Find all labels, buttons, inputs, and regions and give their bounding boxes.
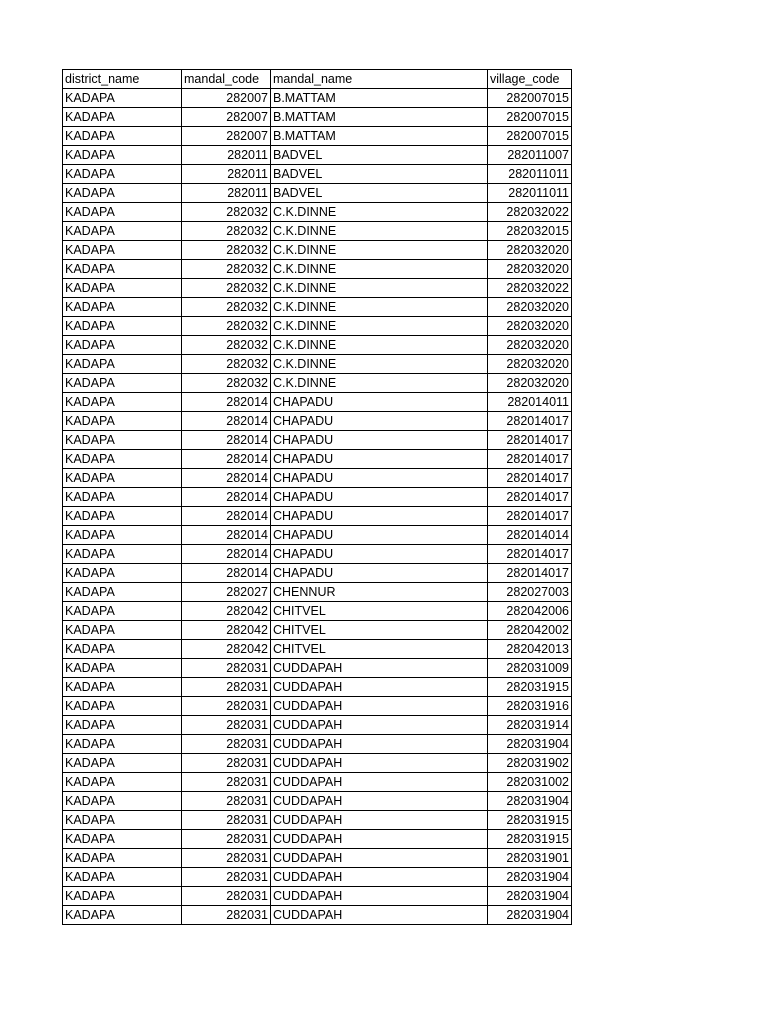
mandal-name-cell[interactable]: CUDDAPAH xyxy=(271,716,488,735)
table-row xyxy=(63,754,572,773)
mandal-name-cell[interactable]: CHAPADU xyxy=(271,393,488,412)
header-cell-mandal-name[interactable]: mandal_name xyxy=(271,70,488,89)
mandal-code-cell[interactable]: 282042 xyxy=(182,602,271,621)
mandal-code-cell[interactable]: 282031 xyxy=(182,735,271,754)
district-name-cell[interactable]: KADAPA xyxy=(63,222,182,241)
mandal-name-cell[interactable]: C.K.DINNE xyxy=(271,317,488,336)
table-row xyxy=(63,507,572,526)
table-row xyxy=(63,735,572,754)
village-code-cell[interactable]: 282014017 xyxy=(488,431,572,450)
table-row xyxy=(63,374,572,393)
mandal-code-cell[interactable]: 282027 xyxy=(182,583,271,602)
mandal-name-cell[interactable]: CHAPADU xyxy=(271,450,488,469)
mandal-name-cell[interactable]: CUDDAPAH xyxy=(271,773,488,792)
mandal-code-cell[interactable]: 282031 xyxy=(182,678,271,697)
district-name-cell[interactable]: KADAPA xyxy=(63,621,182,640)
mandal-code-cell[interactable]: 282031 xyxy=(182,887,271,906)
village-code-cell[interactable]: 282031904 xyxy=(488,868,572,887)
mandal-name-cell[interactable]: CHAPADU xyxy=(271,488,488,507)
mandal-code-cell[interactable]: 282032 xyxy=(182,279,271,298)
table-row xyxy=(63,678,572,697)
mandal-name-cell[interactable]: B.MATTAM xyxy=(271,127,488,146)
mandal-name-cell[interactable]: CHITVEL xyxy=(271,602,488,621)
table-row xyxy=(63,659,572,678)
mandal-name-cell[interactable]: C.K.DINNE xyxy=(271,260,488,279)
village-code-cell[interactable]: 282014017 xyxy=(488,450,572,469)
district-name-cell[interactable]: KADAPA xyxy=(63,640,182,659)
mandal-name-cell[interactable]: C.K.DINNE xyxy=(271,203,488,222)
district-name-cell[interactable]: KADAPA xyxy=(63,165,182,184)
village-code-cell[interactable]: 282014017 xyxy=(488,488,572,507)
district-name-cell[interactable]: KADAPA xyxy=(63,241,182,260)
spreadsheet-sheet xyxy=(62,69,572,925)
mandal-code-cell[interactable]: 282032 xyxy=(182,222,271,241)
table-row xyxy=(63,317,572,336)
village-code-cell[interactable]: 282031902 xyxy=(488,754,572,773)
district-name-cell[interactable]: KADAPA xyxy=(63,811,182,830)
village-code-cell[interactable]: 282032015 xyxy=(488,222,572,241)
table-row xyxy=(63,488,572,507)
district-name-cell[interactable]: KADAPA xyxy=(63,146,182,165)
village-code-cell[interactable]: 282014017 xyxy=(488,545,572,564)
mandal-name-cell[interactable]: CUDDAPAH xyxy=(271,659,488,678)
table-row xyxy=(63,108,572,127)
mandal-name-cell[interactable]: CHAPADU xyxy=(271,431,488,450)
village-code-cell[interactable]: 282031916 xyxy=(488,697,572,716)
mandal-code-cell[interactable]: 282031 xyxy=(182,792,271,811)
district-name-cell[interactable]: KADAPA xyxy=(63,393,182,412)
table-row xyxy=(63,811,572,830)
district-name-cell[interactable]: KADAPA xyxy=(63,412,182,431)
district-name-cell[interactable]: KADAPA xyxy=(63,868,182,887)
village-code-cell[interactable]: 282014017 xyxy=(488,469,572,488)
table-row xyxy=(63,222,572,241)
mandal-code-cell[interactable]: 282042 xyxy=(182,621,271,640)
village-code-cell[interactable]: 282031904 xyxy=(488,887,572,906)
mandal-name-cell[interactable]: C.K.DINNE xyxy=(271,298,488,317)
village-code-cell[interactable]: 282011011 xyxy=(488,165,572,184)
village-code-cell[interactable]: 282011007 xyxy=(488,146,572,165)
table-row xyxy=(63,146,572,165)
mandal-code-cell[interactable]: 282031 xyxy=(182,906,271,925)
mandal-code-cell[interactable]: 282031 xyxy=(182,697,271,716)
district-name-cell[interactable]: KADAPA xyxy=(63,374,182,393)
mandal-name-cell[interactable]: CUDDAPAH xyxy=(271,906,488,925)
village-code-cell[interactable]: 282032020 xyxy=(488,355,572,374)
table-row xyxy=(63,127,572,146)
district-name-cell[interactable]: KADAPA xyxy=(63,184,182,203)
mandal-name-cell[interactable]: CHAPADU xyxy=(271,545,488,564)
district-name-cell[interactable]: KADAPA xyxy=(63,906,182,925)
mandal-code-cell[interactable]: 282032 xyxy=(182,317,271,336)
mandal-name-cell[interactable]: C.K.DINNE xyxy=(271,222,488,241)
village-code-cell[interactable]: 282032022 xyxy=(488,279,572,298)
mandal-name-cell[interactable]: BADVEL xyxy=(271,184,488,203)
mandal-name-cell[interactable]: C.K.DINNE xyxy=(271,241,488,260)
village-code-cell[interactable]: 282032020 xyxy=(488,374,572,393)
mandal-code-cell[interactable]: 282014 xyxy=(182,469,271,488)
district-name-cell[interactable]: KADAPA xyxy=(63,887,182,906)
mandal-name-cell[interactable]: CUDDAPAH xyxy=(271,887,488,906)
district-name-cell[interactable]: KADAPA xyxy=(63,203,182,222)
village-code-cell[interactable]: 282007015 xyxy=(488,89,572,108)
mandal-name-cell[interactable]: BADVEL xyxy=(271,146,488,165)
village-code-cell[interactable]: 282007015 xyxy=(488,108,572,127)
mandal-name-cell[interactable]: CHENNUR xyxy=(271,583,488,602)
mandal-code-cell[interactable]: 282032 xyxy=(182,241,271,260)
mandal-code-cell[interactable]: 282014 xyxy=(182,564,271,583)
header-cell-district-name[interactable]: district_name xyxy=(63,70,182,89)
village-code-cell[interactable]: 282027003 xyxy=(488,583,572,602)
table-row xyxy=(63,849,572,868)
district-name-cell[interactable]: KADAPA xyxy=(63,469,182,488)
table-row xyxy=(63,621,572,640)
mandal-code-cell[interactable]: 282007 xyxy=(182,108,271,127)
village-code-cell[interactable]: 282032020 xyxy=(488,260,572,279)
mandal-code-cell[interactable]: 282031 xyxy=(182,868,271,887)
mandal-code-cell[interactable]: 282032 xyxy=(182,260,271,279)
table-row xyxy=(63,697,572,716)
district-name-cell[interactable]: KADAPA xyxy=(63,355,182,374)
header-row xyxy=(63,70,572,89)
table-row xyxy=(63,184,572,203)
mandal-name-cell[interactable]: CUDDAPAH xyxy=(271,754,488,773)
table-row xyxy=(63,412,572,431)
mandal-name-cell[interactable]: C.K.DINNE xyxy=(271,336,488,355)
mandal-code-cell[interactable]: 282014 xyxy=(182,545,271,564)
mandal-name-cell[interactable]: CHAPADU xyxy=(271,564,488,583)
mandal-code-cell[interactable]: 282014 xyxy=(182,488,271,507)
village-code-cell[interactable]: 282031901 xyxy=(488,849,572,868)
table-row xyxy=(63,716,572,735)
table-row xyxy=(63,526,572,545)
mandal-code-cell[interactable]: 282011 xyxy=(182,165,271,184)
village-code-cell[interactable]: 282042013 xyxy=(488,640,572,659)
mandal-name-cell[interactable]: CHAPADU xyxy=(271,469,488,488)
table-row xyxy=(63,545,572,564)
district-name-cell[interactable]: KADAPA xyxy=(63,849,182,868)
village-code-cell[interactable]: 282032020 xyxy=(488,298,572,317)
village-code-cell[interactable]: 282014014 xyxy=(488,526,572,545)
village-code-cell[interactable]: 282031915 xyxy=(488,830,572,849)
table-row xyxy=(63,830,572,849)
mandal-code-cell[interactable]: 282031 xyxy=(182,716,271,735)
mandal-code-cell[interactable]: 282031 xyxy=(182,811,271,830)
table-row xyxy=(63,203,572,222)
district-name-cell[interactable]: KADAPA xyxy=(63,507,182,526)
district-name-cell[interactable]: KADAPA xyxy=(63,488,182,507)
mandal-name-cell[interactable]: CUDDAPAH xyxy=(271,830,488,849)
village-code-cell[interactable]: 282007015 xyxy=(488,127,572,146)
table-row xyxy=(63,241,572,260)
mandal-name-cell[interactable]: CUDDAPAH xyxy=(271,678,488,697)
district-name-cell[interactable]: KADAPA xyxy=(63,108,182,127)
village-code-cell[interactable]: 282032020 xyxy=(488,336,572,355)
village-code-cell[interactable]: 282031904 xyxy=(488,735,572,754)
mandal-code-cell[interactable]: 282014 xyxy=(182,507,271,526)
table-body xyxy=(63,89,572,925)
district-name-cell[interactable]: KADAPA xyxy=(63,659,182,678)
district-name-cell[interactable]: KADAPA xyxy=(63,678,182,697)
district-name-cell[interactable]: KADAPA xyxy=(63,450,182,469)
mandal-name-cell[interactable]: C.K.DINNE xyxy=(271,355,488,374)
district-name-cell[interactable]: KADAPA xyxy=(63,89,182,108)
mandal-name-cell[interactable]: CHITVEL xyxy=(271,640,488,659)
district-name-cell[interactable]: KADAPA xyxy=(63,260,182,279)
mandal-code-cell[interactable]: 282031 xyxy=(182,659,271,678)
village-code-cell[interactable]: 282031915 xyxy=(488,678,572,697)
mandal-code-cell[interactable]: 282014 xyxy=(182,412,271,431)
district-name-cell[interactable]: KADAPA xyxy=(63,830,182,849)
district-name-cell[interactable]: KADAPA xyxy=(63,545,182,564)
district-name-cell[interactable]: KADAPA xyxy=(63,431,182,450)
table-row xyxy=(63,773,572,792)
mandal-name-cell[interactable]: C.K.DINNE xyxy=(271,374,488,393)
table-row xyxy=(63,260,572,279)
district-name-cell[interactable]: KADAPA xyxy=(63,583,182,602)
village-code-cell[interactable]: 282011011 xyxy=(488,184,572,203)
village-table xyxy=(62,69,572,925)
district-name-cell[interactable]: KADAPA xyxy=(63,336,182,355)
table-row xyxy=(63,602,572,621)
village-code-cell[interactable]: 282032020 xyxy=(488,241,572,260)
village-code-cell[interactable]: 282031915 xyxy=(488,811,572,830)
mandal-code-cell[interactable]: 282031 xyxy=(182,830,271,849)
mandal-code-cell[interactable]: 282032 xyxy=(182,298,271,317)
table-row xyxy=(63,393,572,412)
mandal-name-cell[interactable]: BADVEL xyxy=(271,165,488,184)
village-code-cell[interactable]: 282032020 xyxy=(488,317,572,336)
district-name-cell[interactable]: KADAPA xyxy=(63,754,182,773)
header-cell-village-code[interactable]: village_code xyxy=(488,70,572,89)
village-code-cell[interactable]: 282042002 xyxy=(488,621,572,640)
village-code-cell[interactable]: 282031904 xyxy=(488,792,572,811)
header-cell-mandal-code[interactable]: mandal_code xyxy=(182,70,271,89)
mandal-code-cell[interactable]: 282042 xyxy=(182,640,271,659)
mandal-code-cell[interactable]: 282032 xyxy=(182,336,271,355)
mandal-code-cell[interactable]: 282014 xyxy=(182,526,271,545)
mandal-code-cell[interactable]: 282007 xyxy=(182,89,271,108)
district-name-cell[interactable]: KADAPA xyxy=(63,716,182,735)
district-name-cell[interactable]: KADAPA xyxy=(63,735,182,754)
village-code-cell[interactable]: 282031914 xyxy=(488,716,572,735)
mandal-code-cell[interactable]: 282031 xyxy=(182,754,271,773)
mandal-code-cell[interactable]: 282007 xyxy=(182,127,271,146)
mandal-code-cell[interactable]: 282031 xyxy=(182,773,271,792)
village-code-cell[interactable]: 282031002 xyxy=(488,773,572,792)
district-name-cell[interactable]: KADAPA xyxy=(63,298,182,317)
table-row xyxy=(63,165,572,184)
village-code-cell[interactable]: 282014017 xyxy=(488,564,572,583)
mandal-name-cell[interactable]: B.MATTAM xyxy=(271,108,488,127)
mandal-code-cell[interactable]: 282011 xyxy=(182,146,271,165)
table-row xyxy=(63,469,572,488)
table-row xyxy=(63,89,572,108)
table-row xyxy=(63,906,572,925)
village-code-cell[interactable]: 282031904 xyxy=(488,906,572,925)
district-name-cell[interactable]: KADAPA xyxy=(63,526,182,545)
mandal-name-cell[interactable]: CUDDAPAH xyxy=(271,811,488,830)
mandal-name-cell[interactable]: C.K.DINNE xyxy=(271,279,488,298)
table-row xyxy=(63,298,572,317)
mandal-code-cell[interactable]: 282032 xyxy=(182,203,271,222)
table-row xyxy=(63,640,572,659)
mandal-name-cell[interactable]: CUDDAPAH xyxy=(271,849,488,868)
village-code-cell[interactable]: 282042006 xyxy=(488,602,572,621)
mandal-code-cell[interactable]: 282032 xyxy=(182,355,271,374)
table-row xyxy=(63,355,572,374)
mandal-code-cell[interactable]: 282032 xyxy=(182,374,271,393)
mandal-name-cell[interactable]: CHAPADU xyxy=(271,412,488,431)
village-code-cell[interactable]: 282014017 xyxy=(488,507,572,526)
table-row xyxy=(63,887,572,906)
village-code-cell[interactable]: 282031009 xyxy=(488,659,572,678)
mandal-name-cell[interactable]: CHAPADU xyxy=(271,507,488,526)
mandal-code-cell[interactable]: 282014 xyxy=(182,450,271,469)
table-row xyxy=(63,792,572,811)
district-name-cell[interactable]: KADAPA xyxy=(63,602,182,621)
mandal-name-cell[interactable]: CUDDAPAH xyxy=(271,697,488,716)
district-name-cell[interactable]: KADAPA xyxy=(63,792,182,811)
district-name-cell[interactable]: KADAPA xyxy=(63,697,182,716)
mandal-name-cell[interactable]: CUDDAPAH xyxy=(271,792,488,811)
mandal-name-cell[interactable]: CUDDAPAH xyxy=(271,868,488,887)
table-row xyxy=(63,450,572,469)
table-row xyxy=(63,431,572,450)
district-name-cell[interactable]: KADAPA xyxy=(63,317,182,336)
table-row xyxy=(63,583,572,602)
district-name-cell[interactable]: KADAPA xyxy=(63,127,182,146)
village-code-cell[interactable]: 282032022 xyxy=(488,203,572,222)
village-code-cell[interactable]: 282014017 xyxy=(488,412,572,431)
mandal-code-cell[interactable]: 282014 xyxy=(182,431,271,450)
table-row xyxy=(63,279,572,298)
district-name-cell[interactable]: KADAPA xyxy=(63,279,182,298)
mandal-name-cell[interactable]: CUDDAPAH xyxy=(271,735,488,754)
mandal-code-cell[interactable]: 282014 xyxy=(182,393,271,412)
mandal-name-cell[interactable]: CHAPADU xyxy=(271,526,488,545)
mandal-code-cell[interactable]: 282031 xyxy=(182,849,271,868)
table-row xyxy=(63,336,572,355)
table-row xyxy=(63,564,572,583)
district-name-cell[interactable]: KADAPA xyxy=(63,773,182,792)
mandal-name-cell[interactable]: CHITVEL xyxy=(271,621,488,640)
table-row xyxy=(63,868,572,887)
village-code-cell[interactable]: 282014011 xyxy=(488,393,572,412)
mandal-code-cell[interactable]: 282011 xyxy=(182,184,271,203)
mandal-name-cell[interactable]: B.MATTAM xyxy=(271,89,488,108)
district-name-cell[interactable]: KADAPA xyxy=(63,564,182,583)
